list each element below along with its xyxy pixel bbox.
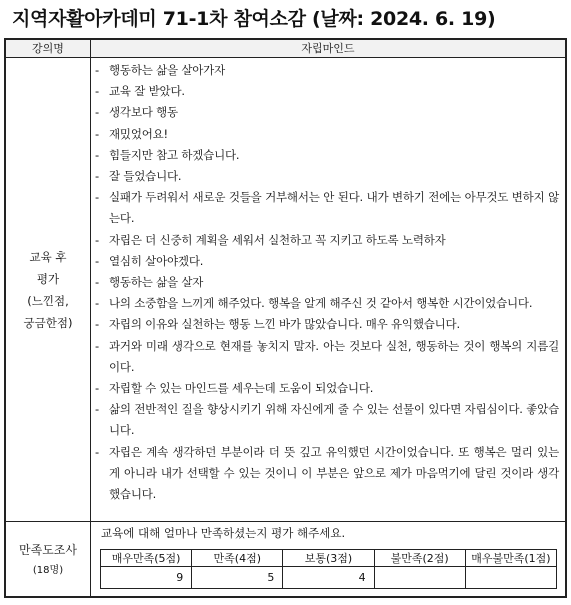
- comment-text: 실패가 두려워서 새로운 것들을 거부해서는 안 된다. 내가 변하기 전에는 아무것도 변하지 않는다.: [109, 190, 559, 226]
- document-title: 지역자활아카데미 71-1차 참여소감 (날짜: 2024. 6. 19): [12, 8, 496, 30]
- comments-list: [91, 58, 565, 505]
- satisfaction-value: 9: [101, 567, 192, 589]
- comment-item: - 자립은 계속 생각하던 부분이라 더 뜻 깊고 유익했던 시간이었습니다. 또 행복은 멀리 있는 게 아니라 내가 선택할 수 있는 것이니 이 부분은 앞으로 제가 마음먹기에 달린 것이라 생각했습니다.: [95, 442, 559, 506]
- table-header-row: [6, 40, 565, 58]
- comment-item: - 행동하는 삶을 살자: [95, 272, 559, 293]
- comment-item: - 자립의 이유와 실천하는 행동 느낀 바가 많았습니다. 매우 유익했습니다.: [95, 314, 559, 335]
- satisfaction-header: 만족(4점): [192, 550, 283, 567]
- comment-item: - 나의 소중함을 느끼게 해주었다. 행복을 알게 해주신 것 같아서 행복한 시간이었습니다.: [95, 293, 559, 314]
- comment-text: 자립은 계속 생각하던 부분이라 더 뜻 깊고 유익했던 시간이었습니다. 또 행복은 멀리 있는 게 아니라 내가 선택할 수 있는 것이니 이 부분은 앞으로 제가 마음먹기에 달린 것이라 생각했습니다.: [109, 444, 559, 502]
- satisfaction-value: [374, 567, 465, 589]
- comment-item: - 삶의 전반적인 질을 향상시키기 위해 자신에게 줄 수 있는 선물이 있다면 자립심이다. 좋았습니다.: [95, 399, 559, 441]
- satisfaction-header: 보통(3점): [283, 550, 374, 567]
- evaluation-comments-cell: [91, 58, 565, 521]
- comment-text: 삶의 전반적인 질을 향상시키기 위해 자신에게 줄 수 있는 선물이 있다면 자립심이다. 좋았습니다.: [109, 402, 559, 438]
- satisfaction-value-row: [101, 567, 557, 589]
- comment-text: 자립은 더 신중히 계획을 세워서 실천하고 꼭 지키고 하도록 노력하자: [109, 232, 446, 247]
- satisfaction-header: 매우만족(5점): [101, 550, 192, 567]
- comment-text: 나의 소중함을 느끼게 해주었다. 행복을 알게 해주신 것 같아서 행복한 시간이었습니다.: [109, 296, 533, 311]
- satisfaction-header: 불만족(2점): [374, 550, 465, 567]
- comment-item: - 행동하는 삶을 살아가자: [95, 60, 559, 81]
- satisfaction-header: 매우불만족(1점): [465, 550, 556, 567]
- survey-respondent-count: (18명): [32, 565, 64, 576]
- comment-text: 힘들지만 참고 하겠습니다.: [109, 147, 240, 162]
- comment-item: - 재밌었어요!: [95, 124, 559, 145]
- comment-item: - 잘 들었습니다.: [95, 166, 559, 187]
- comment-text: 과거와 미래 생각으로 현재를 놓치지 말자. 아는 것보다 실천, 행동하는 것이 행복의 지름길이다.: [109, 338, 559, 374]
- comment-item: - 교육 잘 받았다.: [95, 81, 559, 102]
- comment-text: 재밌었어요!: [109, 126, 168, 141]
- satisfaction-value: [465, 567, 556, 589]
- satisfaction-value: 5: [192, 567, 283, 589]
- comment-text: 교육 잘 받았다.: [109, 84, 185, 99]
- survey-label: 만족도조사: [19, 543, 77, 557]
- comment-text: 자립의 이유와 실천하는 행동 느낀 바가 많았습니다. 매우 유익했습니다.: [109, 317, 460, 332]
- survey-label-cell: [6, 522, 91, 596]
- comment-item: - 열심히 살아야겠다.: [95, 251, 559, 272]
- evaluation-label-line: 궁금한점): [23, 315, 73, 330]
- survey-content-cell: [91, 522, 565, 596]
- evaluation-label-cell: [6, 58, 91, 521]
- satisfaction-header-row: [101, 550, 557, 567]
- comment-item: - 자립할 수 있는 마인드를 세우는데 도움이 되었습니다.: [95, 378, 559, 399]
- evaluation-label-line: 교육 후: [29, 249, 67, 264]
- evaluation-label-line: (느낀점,: [27, 293, 69, 308]
- comment-text: 행동하는 삶을 살아가자: [109, 63, 225, 77]
- comment-text: 생각보다 행동: [109, 105, 178, 120]
- comment-text: 열심히 살아야겠다.: [109, 253, 204, 268]
- comment-text: 잘 들었습니다.: [109, 169, 182, 184]
- comment-item: - 실패가 두려워서 새로운 것들을 거부해서는 안 된다. 내가 변하기 전에는 아무것도 변하지 않는다.: [95, 187, 559, 229]
- satisfaction-value: 4: [283, 567, 374, 589]
- comment-item: - 힘들지만 참고 하겠습니다.: [95, 145, 559, 166]
- evaluation-label-line: 평가: [36, 271, 60, 286]
- satisfaction-table: [100, 549, 557, 589]
- header-lecture-title: 자립마인드: [301, 42, 355, 55]
- comment-item: - 과거와 미래 생각으로 현재를 놓치지 말자. 아는 것보다 실천, 행동하는 것이 행복의 지름길이다.: [95, 336, 559, 378]
- comment-text: 자립할 수 있는 마인드를 세우는데 도움이 되었습니다.: [109, 381, 374, 396]
- comment-item: - 자립은 더 신중히 계획을 세워서 실천하고 꼭 지키고 하도록 노력하자: [95, 230, 559, 251]
- comment-item: - 생각보다 행동: [95, 102, 559, 123]
- survey-question: 교육에 대해 얼마나 만족하셨는지 평가 해주세요.: [101, 526, 346, 540]
- header-lecture-name: 강의명: [6, 40, 91, 57]
- evaluation-table: [4, 38, 567, 598]
- comment-text: 행동하는 삶을 살자: [109, 275, 204, 290]
